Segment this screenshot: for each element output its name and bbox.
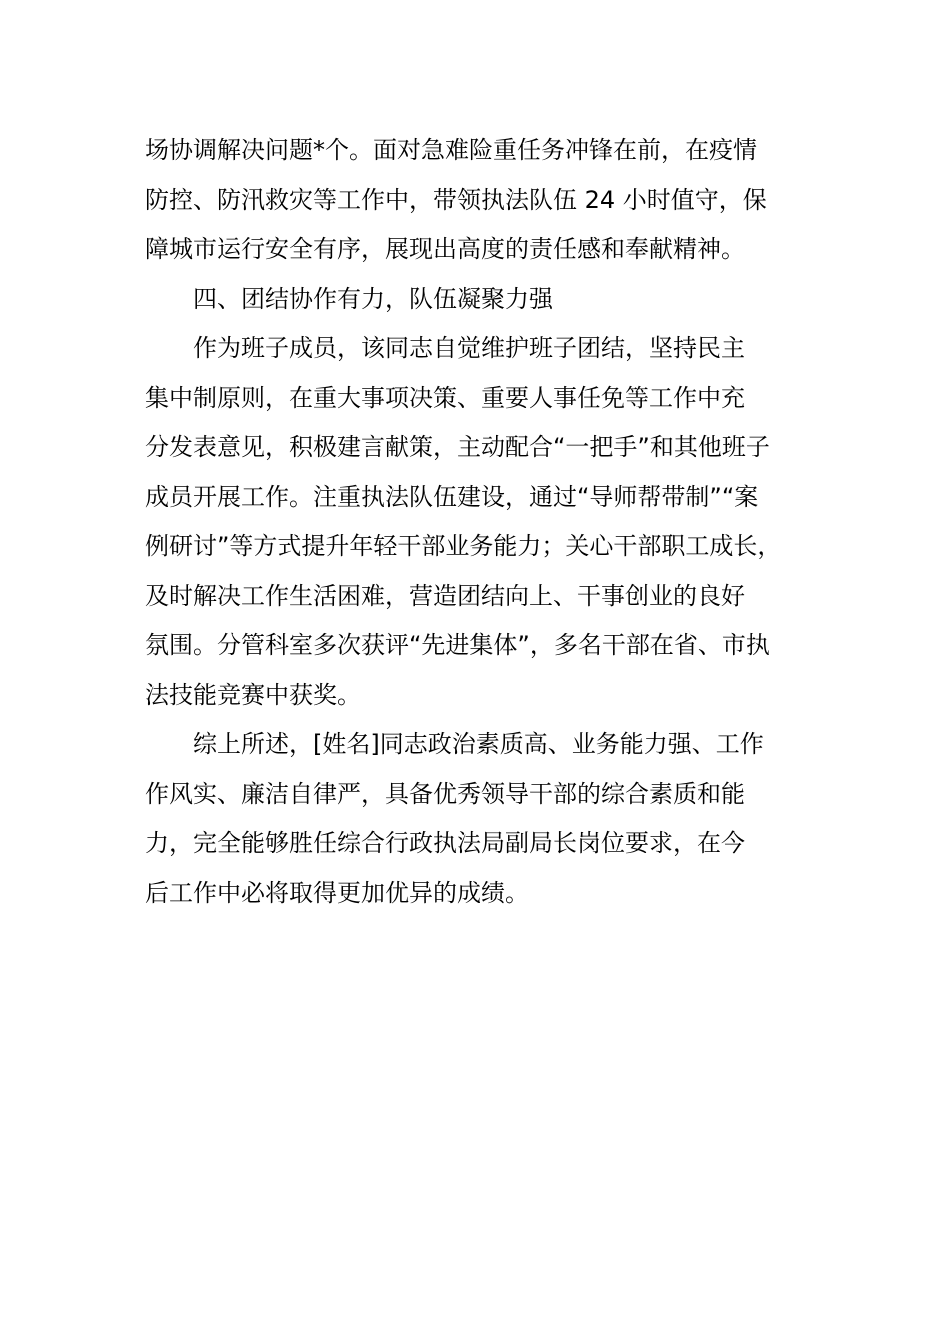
paragraph-line: 作为班子成员，该同志自觉维护班子团结，坚持民主: [193, 334, 745, 362]
paragraph-line: 氛围。分管科室多次获评“先进集体”，多名干部在省、市执: [145, 631, 770, 659]
paragraph-line: 力，完全能够胜任综合行政执法局副局长岗位要求，在今: [145, 829, 745, 857]
paragraph-line: 成员开展工作。注重执法队伍建设，通过“导师帮带制”“案: [145, 482, 759, 511]
paragraph-line: 障城市运行安全有序，展现出高度的责任感和奉献精神。: [145, 235, 745, 263]
document-body: [145, 126, 835, 918]
paragraph-line: 防控、防汛救灾等工作中，带领执法队伍 24 小时值守，保: [145, 185, 767, 214]
paragraph-line: 分发表意见，积极建言献策，主动配合“一把手”和其他班子: [145, 433, 770, 461]
paragraph-line: 综上所述，[姓名]同志政治素质高、业务能力强、工作: [193, 730, 764, 758]
paragraph-line: 集中制原则，在重大事项决策、重要人事任免等工作中充: [145, 383, 745, 412]
paragraph-line: 作风实、廉洁自律严，具备优秀领导干部的综合素质和能: [145, 779, 745, 808]
paragraph-line: 例研讨”等方式提升年轻干部业务能力；关心干部职工成长，: [145, 532, 782, 560]
paragraph-line: 场协调解决问题*个。面对急难险重任务冲锋在前，在疫情: [145, 136, 757, 164]
paragraph-line: 法技能竞赛中获奖。: [145, 680, 361, 709]
paragraph-line: 及时解决工作生活困难，营造团结向上、干事创业的良好: [145, 581, 745, 610]
section-heading: 四、团结协作有力，队伍凝聚力强: [193, 284, 553, 313]
paragraph-line: 后工作中必将取得更加优异的成绩。: [145, 878, 529, 907]
